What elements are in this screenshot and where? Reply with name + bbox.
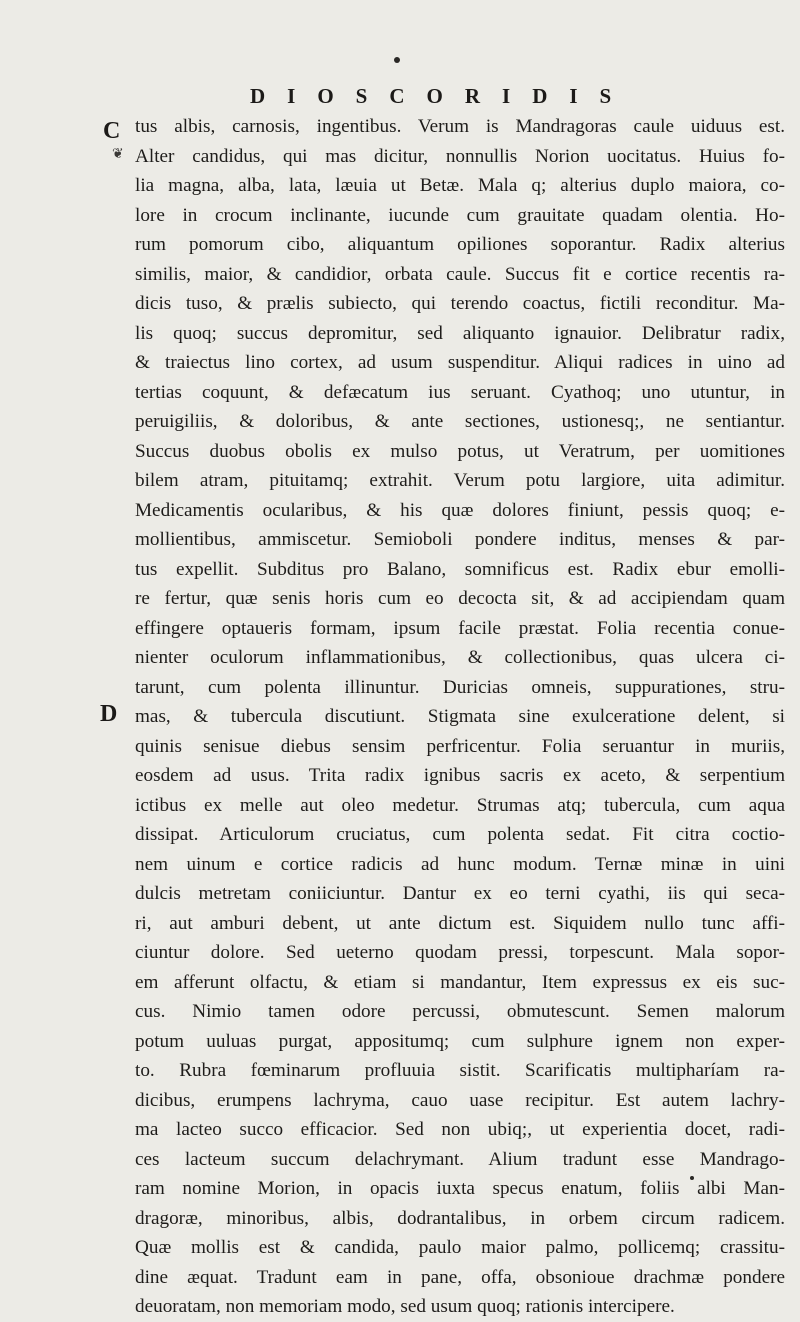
ink-speck bbox=[394, 57, 400, 63]
text-line: to. Rubra fœminarum profluuia sistit. Scarificatis multipharíam ra- bbox=[135, 1060, 785, 1081]
text-line: em afferunt olfactu, & etiam si mandantur, Item expressus ex eis suc- bbox=[135, 971, 785, 993]
text-line: ciuntur dolore. Sed ueterno quodam pressi, torpescunt. Mala sopor- bbox=[135, 942, 785, 963]
text-line: dulcis metretam coniiciuntur. Dantur ex eo terni cyathi, iis qui seca- bbox=[135, 883, 785, 904]
text-line: lore in crocum inclinante, iucunde cum grauitate quadam olentia. Ho- bbox=[135, 204, 785, 226]
text-line: potum uuluas purgat, appositumq; cum sulphure ignem non exper- bbox=[135, 1030, 785, 1052]
text-line: ma lacteo succo efficacior. Sed non ubiq;, ut experientia docet, radi- bbox=[135, 1119, 785, 1140]
text-line: bilem atram, pituitamq; extrahit. Verum potu largiore, uita adimitur. bbox=[135, 470, 785, 491]
text-line: Medicamentis ocularibus, & his quæ dolores finiunt, pessis quoq; e- bbox=[135, 499, 785, 521]
body-text bbox=[135, 112, 785, 1322]
text-line: dicis tuso, & prælis subiecto, qui terendo coactus, fictili reconditur. Ma- bbox=[135, 293, 785, 314]
text-line: tus albis, carnosis, ingentibus. Verum is Mandragoras caule uiduus est. bbox=[135, 116, 785, 137]
text-line: Quæ mollis est & candida, paulo maior palmo, pollicemq; crassitu- bbox=[135, 1237, 785, 1258]
margin-ornament-mark: ❦ bbox=[112, 146, 124, 162]
margin-letter-c: C bbox=[103, 118, 121, 144]
text-line: dicibus, erumpens lachryma, cauo uase recipitur. Est autem lachry- bbox=[135, 1089, 785, 1111]
text-line: ram nomine Morion, in opacis iuxta specus enatum, foliis albi Man- bbox=[135, 1178, 785, 1199]
text-line: nem uinum e cortice radicis ad hunc modum. Ternæ minæ in uini bbox=[135, 853, 785, 875]
text-line: mas, & tubercula discutiunt. Stigmata sine exulceratione delent, si bbox=[135, 706, 785, 727]
text-line: dragoræ, minoribus, albis, dodrantalibus, in orbem circum radicem. bbox=[135, 1207, 785, 1229]
margin-letter-d: D bbox=[100, 701, 118, 727]
text-line: ictibus ex melle aut oleo medetur. Strumas atq; tubercula, cum aqua bbox=[135, 794, 785, 816]
text-line: ri, aut amburi debent, ut ante dictum est. Siquidem nullo tunc affi- bbox=[135, 912, 785, 934]
text-line: rum pomorum cibo, aliquantum opiliones soporantur. Radix alterius bbox=[135, 234, 785, 255]
text-line: ces lacteum succum delachrymant. Alium tradunt esse Mandrago- bbox=[135, 1148, 785, 1170]
running-head: DIOSCORIDIS bbox=[250, 84, 634, 108]
text-line: tarunt, cum polenta illinuntur. Duricias omneis, suppurationes, stru- bbox=[135, 676, 785, 698]
text-line: & traiectus lino cortex, ad usum suspenditur. Aliqui radices in uino ad bbox=[135, 352, 785, 373]
text-line: similis, maior, & candidior, orbata caule. Succus fit e cortice recentis ra- bbox=[135, 263, 785, 285]
text-line: mollientibus, ammiscetur. Semioboli pondere inditus, menses & par- bbox=[135, 529, 785, 550]
text-line: dine æquat. Tradunt eam in pane, offa, obsonioue drachmæ pondere bbox=[135, 1266, 785, 1288]
text-line: re fertur, quæ senis horis cum eo decocta sit, & ad accipiendam quam bbox=[135, 588, 785, 609]
text-line: peruigiliis, & doloribus, & ante sectiones, ustionesq;, ne sentiantur. bbox=[135, 411, 785, 432]
text-line: lis quoq; succus depromitur, sed aliquanto ignauior. Delibratur radix, bbox=[135, 322, 785, 344]
text-line: tus expellit. Subditus pro Balano, somnificus est. Radix ebur emolli- bbox=[135, 558, 785, 580]
text-line: quinis senisue diebus sensim perfricentur. Folia seruantur in muriis, bbox=[135, 735, 785, 757]
text-line: lia magna, alba, lata, læuia ut Betæ. Mala q; alterius duplo maiora, co- bbox=[135, 175, 785, 196]
text-line: effingere optaueris formam, ipsum facile præstat. Folia recentia conue- bbox=[135, 617, 785, 639]
text-line: tertias coquunt, & defæcatum ius seruant. Cyathoq; uno utuntur, in bbox=[135, 381, 785, 403]
text-line: cus. Nimio tamen odore percussi, obmutescunt. Semen malorum bbox=[135, 1001, 785, 1022]
text-line: Alter candidus, qui mas dicitur, nonnullis Norion uocitatus. Huius fo- bbox=[135, 145, 785, 167]
text-line: Succus duobus obolis ex mulso potus, ut Veratrum, per uomitiones bbox=[135, 440, 785, 462]
text-line: deuoratam, non memoriam modo, sed usum quoq; rationis intercipere. bbox=[135, 1296, 675, 1317]
text-line: dissipat. Articulorum cruciatus, cum polenta sedat. Fit citra coctio- bbox=[135, 824, 785, 845]
text-line: eosdem ad usus. Trita radix ignibus sacris ex aceto, & serpentium bbox=[135, 765, 785, 786]
text-line: nienter oculorum inflammationibus, & collectionibus, quas ulcera ci- bbox=[135, 647, 785, 668]
